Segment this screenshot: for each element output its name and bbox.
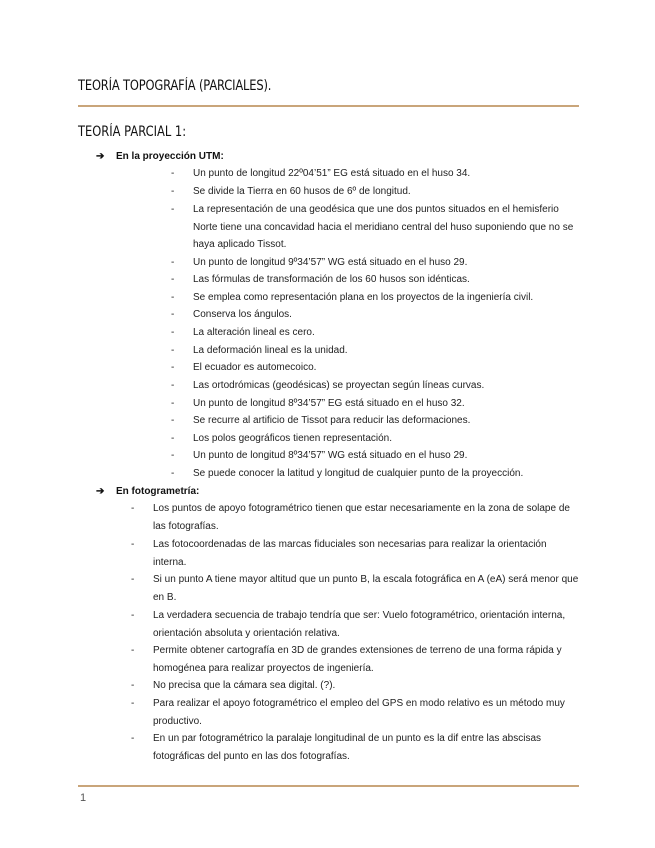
list-item: - Las ortodrómicas (geodésicas) se proyectan según líneas curvas. bbox=[193, 377, 579, 395]
document-title: TEORÍA TOPOGRAFÍA (PARCIALES). bbox=[78, 78, 272, 94]
dash-icon: - bbox=[171, 327, 175, 338]
dash-icon: - bbox=[171, 274, 175, 285]
list-item: - Si un punto A tiene mayor altitud que un punto B, la escala fotográfica en A (eA) será menor que en B. bbox=[153, 571, 579, 606]
list-item: - Un punto de longitud 8º34’57” WG está situado en el huso 29. bbox=[193, 447, 579, 465]
list-item: - Se emplea como representación plana en los proyectos de la ingeniería civil. bbox=[193, 289, 579, 307]
group-title-utm bbox=[96, 151, 224, 162]
list-item: - Las fórmulas de transformación de los 60 husos son idénticas. bbox=[193, 271, 579, 289]
list-item: - Se puede conocer la latitud y longitud de cualquier punto de la proyección. bbox=[193, 465, 579, 483]
dash-icon: - bbox=[131, 539, 135, 550]
dash-icon: - bbox=[171, 186, 175, 197]
arrow-icon: ➔ bbox=[96, 486, 105, 497]
dash-icon: - bbox=[131, 680, 135, 691]
list-item: - No precisa que la cámara sea digital. (?). bbox=[153, 677, 579, 695]
dash-icon: - bbox=[131, 698, 135, 709]
dash-icon: - bbox=[131, 645, 135, 656]
list-item: - Un punto de longitud 22º04’51” EG está situado en el huso 34. bbox=[193, 165, 579, 183]
list-item: - Los polos geográficos tienen representación. bbox=[193, 430, 579, 448]
list-item: - La representación de una geodésica que une dos puntos situados en el hemisferio Norte tiene una concavidad hacia el meridiano central del huso suponiendo que no se haya aplicado Tissot. bbox=[193, 201, 579, 254]
arrow-icon: ➔ bbox=[96, 151, 105, 162]
list-item: - La deformación lineal es la unidad. bbox=[193, 342, 579, 360]
list-item: - Para realizar el apoyo fotogramétrico el empleo del GPS en modo relativo es un método muy productivo. bbox=[153, 695, 579, 730]
dash-icon: - bbox=[131, 733, 135, 744]
dash-icon: - bbox=[171, 168, 175, 179]
list-item: - El ecuador es automecoico. bbox=[193, 359, 579, 377]
dash-icon: - bbox=[131, 574, 135, 585]
dash-icon: - bbox=[171, 345, 175, 356]
list-item: - La verdadera secuencia de trabajo tendría que ser: Vuelo fotogramétrico, orientación interna, orientación absoluta y orientación relativa. bbox=[153, 607, 579, 642]
section-title: TEORÍA PARCIAL 1: bbox=[78, 124, 187, 140]
list-item: - La alteración lineal es cero. bbox=[193, 324, 579, 342]
list-item: - Las fotocoordenadas de las marcas fiduciales son necesarias para realizar la orientación interna. bbox=[153, 536, 579, 571]
dash-icon: - bbox=[171, 257, 175, 268]
group-title-fotogrametria bbox=[96, 486, 199, 497]
list-item: - Se divide la Tierra en 60 husos de 6º de longitud. bbox=[193, 183, 579, 201]
group-title-label: En fotogrametría: bbox=[116, 486, 200, 497]
title-rule bbox=[78, 105, 579, 107]
dash-icon: - bbox=[131, 610, 135, 621]
dash-icon: - bbox=[171, 292, 175, 303]
footer-rule bbox=[78, 785, 579, 787]
page-number: 1 bbox=[80, 792, 87, 804]
dash-icon: - bbox=[171, 433, 175, 444]
dash-icon: - bbox=[171, 398, 175, 409]
dash-icon: - bbox=[171, 380, 175, 391]
list-item: - Un punto de longitud 8º34’57” EG está situado en el huso 32. bbox=[193, 395, 579, 413]
dash-icon: - bbox=[171, 204, 175, 215]
list-item: - Conserva los ángulos. bbox=[193, 306, 579, 324]
dash-icon: - bbox=[131, 503, 135, 514]
list-item: - En un par fotogramétrico la paralaje longitudinal de un punto es la dif entre las abscisas fotográficas del punto en las dos fotografías. bbox=[153, 730, 579, 765]
dash-icon: - bbox=[171, 468, 175, 479]
dash-icon: - bbox=[171, 309, 175, 320]
group-title-label: En la proyección UTM: bbox=[116, 151, 224, 162]
list-item: - Se recurre al artificio de Tissot para reducir las deformaciones. bbox=[193, 412, 579, 430]
list-item: - Los puntos de apoyo fotogramétrico tienen que estar necesariamente en la zona de solape de las fotografías. bbox=[153, 500, 579, 535]
dash-icon: - bbox=[171, 450, 175, 461]
list-item: - Permite obtener cartografía en 3D de grandes extensiones de terreno de una forma rápida y homogénea para realizar proyectos de ingeniería. bbox=[153, 642, 579, 677]
dash-icon: - bbox=[171, 362, 175, 373]
dash-icon: - bbox=[171, 415, 175, 426]
list-item: - Un punto de longitud 9º34’57” WG está situado en el huso 29. bbox=[193, 254, 579, 272]
